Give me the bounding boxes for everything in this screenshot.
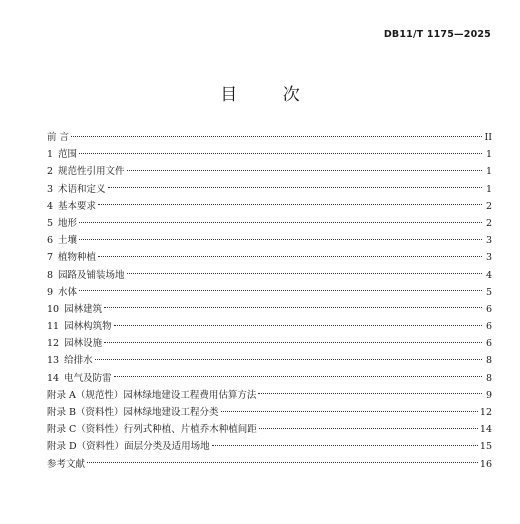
toc-dot-leader [79,289,482,291]
toc-entry-label: 附录 C（资料性）行列式种植、片植乔木种植间距 [47,424,257,436]
toc-entry[interactable] [47,318,492,335]
toc-dot-leader [221,410,478,412]
toc-page-number: 1 [485,149,492,161]
toc-entry-label: 地形 [58,217,78,229]
toc-entry-label: 给排水 [64,355,93,367]
toc-page-number: 16 [479,458,492,470]
toc-entry[interactable] [47,438,492,455]
toc-entry-number: 4 [47,200,54,212]
toc-page-number: 14 [479,424,492,436]
toc-dot-leader [95,358,482,360]
toc-page-number: 15 [479,441,492,453]
toc-page-number: 5 [485,286,492,298]
toc-entry-number: 6 [47,235,54,247]
toc-dot-leader [98,203,482,205]
toc-dot-leader [258,392,482,394]
toc-page-number: 2 [485,217,492,229]
toc-entry-number: 13 [47,355,60,367]
toc-page-number: 1 [485,166,492,178]
toc-page-number: II [484,132,492,143]
toc-entry[interactable] [47,352,492,369]
toc-entry[interactable] [47,267,492,284]
toc-entry-label: 规范性引用文件 [58,166,125,178]
toc-dot-leader [108,186,482,188]
toc-entry-label: 水体 [58,286,78,298]
toc-entry[interactable] [47,456,492,473]
toc-entry-label: 植物种植 [58,252,97,264]
toc-entry[interactable] [47,232,492,249]
toc-entry-number: 14 [47,372,60,384]
toc-entry-number: 9 [47,286,54,298]
toc-entry-label: 土壤 [58,235,78,247]
toc-entry-label: 园林设施 [64,338,103,350]
toc-entry-label: 园林建筑 [64,303,103,315]
toc-page-number: 3 [485,235,492,247]
toc-entry-number: 8 [47,269,54,281]
toc-dot-leader [104,306,482,308]
toc-page-number: 8 [485,372,492,384]
toc-page-number: 8 [485,355,492,367]
toc-dot-leader [114,375,482,377]
toc-entry-label: 参考文献 [47,458,86,470]
toc-page-number: 6 [485,303,492,315]
toc-dot-leader [127,272,482,274]
toc-dot-leader [79,238,482,240]
toc-entry[interactable] [47,129,492,146]
toc-entry[interactable] [47,146,492,163]
toc-page-number: 6 [485,321,492,333]
toc-dot-leader [71,135,482,137]
toc-entry[interactable] [47,370,492,387]
toc-entry-number: 2 [47,166,54,178]
toc-entry-label: 附录 D（资料性）面层分类及适用场地 [47,441,210,453]
toc-page-number: 2 [485,200,492,212]
toc-entry-label: 附录 A（规范性）园林绿地建设工程费用估算方法 [47,389,257,401]
toc-dot-leader [212,444,478,446]
toc-entry-number: 11 [47,321,60,333]
toc-entry[interactable] [47,301,492,318]
toc-entry-number: 10 [47,303,60,315]
toc-entry[interactable] [47,387,492,404]
toc-entry[interactable] [47,404,492,421]
toc-entry[interactable] [47,421,492,438]
toc-page-number: 3 [485,252,492,264]
table-of-contents [47,129,492,473]
toc-entry[interactable] [47,198,492,215]
toc-entry[interactable] [47,249,492,266]
toc-entry-label: 术语和定义 [58,183,106,195]
toc-entry[interactable] [47,181,492,198]
toc-entry-label: 范围 [58,149,78,161]
toc-page-number: 6 [485,338,492,350]
toc-dot-leader [104,341,482,343]
toc-dot-leader [114,324,482,326]
toc-dot-leader [87,461,478,463]
toc-dot-leader [127,169,482,171]
toc-entry-label: 电气及防雷 [64,372,112,384]
toc-entry-label: 前 言 [47,132,70,143]
toc-entry-number: 7 [47,252,54,264]
toc-page-number: 9 [485,389,492,401]
page-title: 目 次 [220,85,320,105]
toc-page-number: 12 [479,407,492,418]
toc-dot-leader [98,255,482,257]
toc-entry-number: 1 [47,149,54,161]
toc-dot-leader [79,221,482,223]
toc-dot-leader [259,427,478,429]
toc-entry[interactable] [47,163,492,180]
toc-entry[interactable] [47,335,492,352]
toc-page-number: 4 [485,269,492,281]
toc-page-number: 1 [485,183,492,195]
toc-entry-number: 12 [47,338,60,350]
toc-entry-label: 园路及铺装场地 [58,269,125,281]
toc-entry-number: 3 [47,183,54,195]
toc-entry-label: 基本要求 [58,200,97,212]
toc-entry-label: 园林构筑物 [64,321,112,333]
toc-entry-label: 附录 B（资料性）园林绿地建设工程分类 [47,407,219,418]
document-code: DB11/T 1175—2025 [383,29,491,40]
toc-dot-leader [79,152,482,154]
toc-entry[interactable] [47,215,492,232]
toc-entry[interactable] [47,284,492,301]
toc-entry-number: 5 [47,217,54,229]
